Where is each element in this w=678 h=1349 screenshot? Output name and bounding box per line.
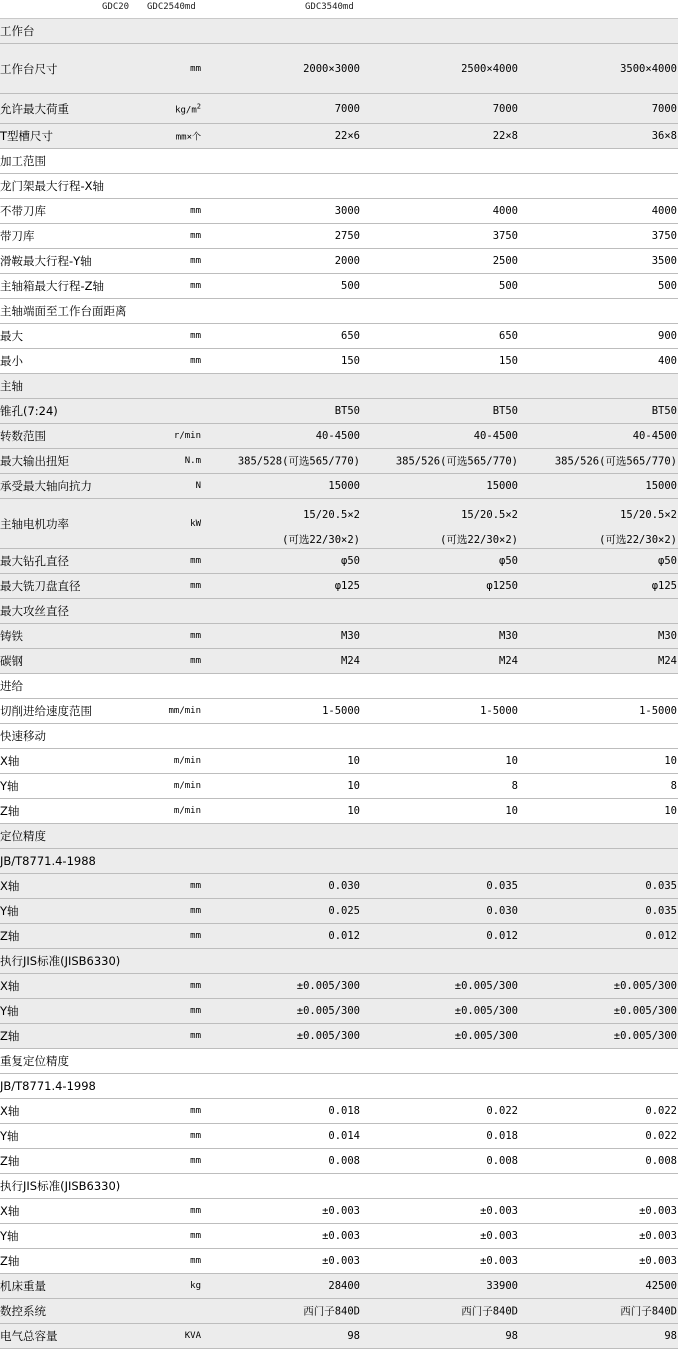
spec-value-model-3: 0.035: [645, 880, 677, 892]
spec-unit: N: [195, 481, 201, 491]
spec-value-model-1: 0.008: [328, 1155, 360, 1167]
spec-label: 最小: [0, 354, 23, 368]
spec-unit: mm: [190, 906, 201, 916]
spec-row: [0, 1249, 678, 1274]
spec-value-model-3: M24: [658, 655, 677, 667]
spec-value-model-2: 3750: [492, 230, 518, 242]
spec-label: 最大攻丝直径: [0, 604, 69, 618]
spec-label: JB/T8771.4-1998: [0, 1079, 96, 1093]
spec-value-model-3: 500: [658, 280, 677, 292]
spec-value-model-3: ±0.003: [639, 1255, 677, 1267]
spec-value-model-3: 3500×4000: [620, 62, 677, 75]
spec-value-model-2: 500: [499, 280, 518, 292]
spec-label: 快速移动: [0, 729, 46, 743]
spec-value-model-1: 2000: [334, 255, 360, 267]
spec-unit: mm: [190, 1231, 201, 1241]
spec-value-model-2: 15000: [486, 480, 518, 492]
spec-value-model-2: ±0.003: [480, 1230, 518, 1242]
spec-unit: m/min: [173, 806, 201, 816]
spec-value-model-3: 3750: [651, 230, 677, 242]
spec-value-model-3: M30: [658, 630, 677, 642]
model-header-row: [0, 0, 678, 19]
spec-row: [0, 1174, 678, 1199]
model-header-gdc2540md: GDC2540md: [147, 2, 196, 12]
spec-value-model-1: φ125: [334, 580, 360, 592]
spec-unit: N.m: [184, 456, 201, 466]
spec-row: [0, 974, 678, 999]
spec-value-model-1: 7000: [334, 102, 360, 115]
spec-value-model-3: ±0.005/300: [613, 1030, 677, 1042]
spec-label: 最大铣刀盘直径: [0, 579, 81, 593]
spec-value-model-1: ±0.003: [322, 1205, 360, 1217]
spec-label: 承受最大轴向抗力: [0, 479, 92, 493]
spec-label: 执行JIS标准(JISB6330): [0, 954, 121, 968]
spec-label: X轴: [0, 879, 20, 893]
spec-value-model-1: 500: [341, 280, 360, 292]
spec-unit: mm: [190, 63, 201, 74]
spec-value-model-2: 8: [511, 780, 518, 792]
spec-label: T型槽尺寸: [0, 129, 54, 143]
spec-row: [0, 1274, 678, 1299]
spec-value-model-2: 33900: [486, 1280, 518, 1292]
spec-label: Z轴: [0, 1029, 20, 1043]
spec-label: 最大输出扭矩: [0, 454, 69, 468]
spec-value-model-2: 2500×4000: [461, 62, 518, 75]
spec-row: [0, 624, 678, 649]
spec-row: [0, 574, 678, 599]
spec-value-model-3: 西门子840D: [620, 1305, 677, 1318]
model-header-gdc20: GDC20: [102, 2, 130, 12]
spec-value-model-3: 10: [664, 755, 677, 767]
spec-label: 铸铁: [0, 629, 23, 643]
spec-row: [0, 44, 678, 94]
spec-value-model-3: ±0.005/300: [613, 980, 677, 992]
spec-row: [0, 199, 678, 224]
spec-unit: mm: [190, 1206, 201, 1216]
spec-unit: mm: [190, 881, 201, 891]
spec-value-model-2: BT50: [492, 405, 518, 417]
spec-row: [0, 1149, 678, 1174]
spec-value-model-2: 2500: [492, 255, 518, 267]
spec-label: 最大: [0, 329, 23, 343]
spec-unit: mm: [190, 1006, 201, 1016]
spec-label: 执行JIS标准(JISB6330): [0, 1179, 121, 1193]
spec-value-model-1: 15000: [328, 480, 360, 492]
spec-value-model-3: 0.012: [645, 930, 677, 942]
spec-unit: m/min: [173, 781, 201, 791]
spec-value-model-1: ±0.005/300: [296, 1005, 360, 1017]
spec-unit: mm: [190, 331, 201, 341]
spec-unit: mm×个: [175, 132, 201, 143]
spec-label: Z轴: [0, 1254, 20, 1268]
spec-value-model-3: 10: [664, 805, 677, 817]
spec-value-model-1: M30: [341, 630, 360, 642]
spec-value-model-2: 0.022: [486, 1105, 518, 1117]
spec-row: [0, 874, 678, 899]
spec-label: X轴: [0, 979, 20, 993]
spec-value-model-1: BT50: [334, 405, 360, 417]
spec-value-model-2: ±0.003: [480, 1205, 518, 1217]
spec-row: [0, 299, 678, 324]
spec-label: Z轴: [0, 929, 20, 943]
spec-value-model-3: 15/20.5×2 (可选22/30×2): [599, 509, 677, 546]
spec-value-model-3: φ125: [651, 580, 677, 592]
spec-value-model-1: 0.030: [328, 880, 360, 892]
spec-value-model-2: 0.018: [486, 1130, 518, 1142]
spec-unit: kg: [190, 1281, 201, 1291]
spec-unit: mm: [190, 281, 201, 291]
spec-value-model-3: 36×8: [651, 130, 677, 142]
spec-row: [0, 249, 678, 274]
spec-row: [0, 424, 678, 449]
spec-value-model-2: φ50: [499, 555, 518, 567]
spec-row: [0, 999, 678, 1024]
spec-value-model-1: 3000: [334, 205, 360, 217]
spec-label: 不带刀库: [0, 204, 46, 218]
spec-row: [0, 899, 678, 924]
spec-unit: mm: [190, 981, 201, 991]
spec-row: [0, 949, 678, 974]
spec-row: [0, 1099, 678, 1124]
spec-label: 允许最大荷重: [0, 101, 69, 116]
spec-row: [0, 124, 678, 149]
spec-row: [0, 374, 678, 399]
spec-value-model-2: 40-4500: [473, 430, 518, 442]
spec-value-model-2: 10: [505, 755, 518, 767]
spec-label: 数控系统: [0, 1304, 46, 1318]
spec-label: Z轴: [0, 804, 20, 818]
spec-row: [0, 1299, 678, 1324]
spec-label: 滑鞍最大行程-Y轴: [0, 254, 92, 268]
spec-value-model-3: 900: [658, 330, 677, 342]
spec-row: [0, 399, 678, 424]
spec-value-model-2: 0.008: [486, 1155, 518, 1167]
spec-value-model-1: 15/20.5×2 (可选22/30×2): [282, 509, 360, 546]
spec-value-model-1: 0.012: [328, 930, 360, 942]
spec-value-model-3: ±0.005/300: [613, 1005, 677, 1017]
spec-value-model-3: 0.022: [645, 1105, 677, 1117]
spec-unit: mm: [190, 356, 201, 366]
spec-value-model-3: 400: [658, 355, 677, 367]
spec-label: 机床重量: [0, 1279, 46, 1293]
spec-value-model-2: 10: [505, 805, 518, 817]
spec-row: [0, 1024, 678, 1049]
spec-value-model-1: 40-4500: [315, 430, 360, 442]
spec-unit: mm: [190, 231, 201, 241]
spec-row: [0, 1224, 678, 1249]
spec-value-model-3: 8: [670, 780, 677, 792]
spec-row: [0, 324, 678, 349]
spec-row: [0, 349, 678, 374]
spec-value-model-2: 385/526(可选565/770): [395, 455, 518, 468]
spec-row: [0, 799, 678, 824]
spec-value-model-1: 28400: [328, 1280, 360, 1292]
spec-row: [0, 724, 678, 749]
spec-label: Z轴: [0, 1154, 20, 1168]
spec-label: 锥孔(7:24): [0, 404, 58, 418]
spec-value-model-2: 1-5000: [480, 705, 518, 717]
spec-label: 最大钻孔直径: [0, 554, 69, 568]
spec-value-model-1: 0.018: [328, 1105, 360, 1117]
spec-row: [0, 649, 678, 674]
spec-row: [0, 1049, 678, 1074]
spec-unit: mm/min: [168, 706, 201, 716]
spec-value-model-2: 4000: [492, 205, 518, 217]
spec-value-model-1: 0.025: [328, 905, 360, 917]
spec-label: 主轴: [0, 379, 23, 393]
spec-value-model-1: ±0.003: [322, 1255, 360, 1267]
spec-row: [0, 749, 678, 774]
spec-value-model-3: ±0.003: [639, 1205, 677, 1217]
spec-label: JB/T8771.4-1988: [0, 854, 96, 868]
spec-label: 主轴电机功率: [0, 516, 69, 531]
spec-label: 碳钢: [0, 654, 23, 668]
spec-value-model-1: M24: [341, 655, 360, 667]
spec-row: [0, 174, 678, 199]
spec-value-model-1: 西门子840D: [303, 1305, 360, 1318]
spec-row: [0, 699, 678, 724]
spec-label: X轴: [0, 1204, 20, 1218]
model-header-gdc3540md: GDC3540md: [305, 2, 354, 12]
spec-value-model-1: ±0.005/300: [296, 1030, 360, 1042]
spec-unit: mm: [190, 1156, 201, 1166]
spec-label: X轴: [0, 1104, 20, 1118]
spec-value-model-3: 3500: [651, 255, 677, 267]
spec-value-model-2: 0.030: [486, 905, 518, 917]
spec-unit: mm: [190, 1031, 201, 1041]
spec-value-model-3: 42500: [645, 1280, 677, 1292]
spec-value-model-2: 0.012: [486, 930, 518, 942]
spec-value-model-3: 98: [664, 1330, 677, 1342]
spec-rows: [0, 19, 678, 1349]
spec-label: 加工范围: [0, 154, 46, 168]
spec-unit: kW: [190, 518, 201, 529]
spec-value-model-3: 4000: [651, 205, 677, 217]
spec-value-model-1: 650: [341, 330, 360, 342]
spec-row: [0, 924, 678, 949]
spec-row: [0, 674, 678, 699]
spec-row: [0, 774, 678, 799]
spec-unit: mm: [190, 1106, 201, 1116]
spec-unit: mm: [190, 581, 201, 591]
spec-row: [0, 449, 678, 474]
spec-value-model-2: M30: [499, 630, 518, 642]
spec-label: Y轴: [0, 904, 19, 918]
spec-value-model-2: 650: [499, 330, 518, 342]
spec-value-model-1: 2000×3000: [303, 62, 360, 75]
spec-unit: mm: [190, 656, 201, 666]
spec-value-model-2: 0.035: [486, 880, 518, 892]
spec-value-model-1: 10: [347, 780, 360, 792]
spec-value-model-1: 98: [347, 1330, 360, 1342]
spec-value-model-2: 22×8: [492, 130, 518, 142]
spec-value-model-3: 1-5000: [639, 705, 677, 717]
spec-label: 龙门架最大行程-X轴: [0, 179, 105, 193]
spec-label: 重复定位精度: [0, 1054, 69, 1068]
spec-label: 带刀库: [0, 229, 35, 243]
spec-label: 工作台尺寸: [0, 61, 58, 76]
spec-row: [0, 824, 678, 849]
spec-row: [0, 599, 678, 624]
spec-value-model-3: 40-4500: [632, 430, 677, 442]
spec-value-model-3: 0.022: [645, 1130, 677, 1142]
spec-label: Y轴: [0, 1129, 19, 1143]
spec-label: 工作台: [0, 24, 35, 38]
spec-label: 主轴箱最大行程-Z轴: [0, 279, 105, 293]
spec-unit: mm: [190, 931, 201, 941]
spec-row: [0, 94, 678, 124]
spec-value-model-2: 7000: [492, 102, 518, 115]
spec-value-model-3: BT50: [651, 405, 677, 417]
spec-row: [0, 549, 678, 574]
spec-unit: mm: [190, 256, 201, 266]
spec-unit: m/min: [173, 756, 201, 766]
spec-row: [0, 1074, 678, 1099]
spec-value-model-3: ±0.003: [639, 1230, 677, 1242]
spec-value-model-1: ±0.005/300: [296, 980, 360, 992]
spec-value-model-1: 2750: [334, 230, 360, 242]
spec-value-model-1: 150: [341, 355, 360, 367]
spec-value-model-3: 15000: [645, 480, 677, 492]
spec-value-model-1: φ50: [341, 555, 360, 567]
spec-value-model-2: 西门子840D: [461, 1305, 518, 1318]
spec-row: [0, 499, 678, 549]
spec-unit: $kg/m^2$: [175, 102, 201, 115]
spec-unit: KVA: [184, 1331, 201, 1341]
spec-value-model-1: 385/528(可选565/770): [237, 455, 360, 468]
spec-row: [0, 474, 678, 499]
spec-unit: mm: [190, 206, 201, 216]
spec-value-model-2: ±0.005/300: [454, 1005, 518, 1017]
spec-unit: mm: [190, 631, 201, 641]
spec-value-model-3: 7000: [651, 102, 677, 115]
spec-label: 转数范围: [0, 429, 46, 443]
spec-row: [0, 149, 678, 174]
spec-unit: r/min: [173, 431, 201, 441]
spec-unit: mm: [190, 556, 201, 566]
spec-value-model-1: 1-5000: [322, 705, 360, 717]
spec-value-model-2: 15/20.5×2 (可选22/30×2): [440, 509, 518, 546]
spec-value-model-2: ±0.005/300: [454, 1030, 518, 1042]
spec-value-model-3: φ50: [658, 555, 677, 567]
spec-value-model-1: 10: [347, 805, 360, 817]
spec-label: X轴: [0, 754, 20, 768]
spec-label: 电气总容量: [0, 1329, 58, 1343]
spec-value-model-2: 150: [499, 355, 518, 367]
spec-value-model-1: 22×6: [334, 130, 360, 142]
spec-label: Y轴: [0, 779, 19, 793]
spec-row: [0, 224, 678, 249]
spec-value-model-2: ±0.003: [480, 1255, 518, 1267]
spec-value-model-2: M24: [499, 655, 518, 667]
spec-value-model-1: ±0.003: [322, 1230, 360, 1242]
spec-row: [0, 1124, 678, 1149]
spec-value-model-3: 0.008: [645, 1155, 677, 1167]
spec-label: Y轴: [0, 1229, 19, 1243]
spec-value-model-2: ±0.005/300: [454, 980, 518, 992]
spec-value-model-2: 98: [505, 1330, 518, 1342]
spec-value-model-3: 0.035: [645, 905, 677, 917]
spec-label: Y轴: [0, 1004, 19, 1018]
spec-label: 切削进给速度范围: [0, 704, 92, 718]
spec-row: [0, 1199, 678, 1224]
spec-row: [0, 849, 678, 874]
spec-row: [0, 274, 678, 299]
spec-row: [0, 19, 678, 44]
spec-value-model-1: 0.014: [328, 1130, 360, 1142]
spec-unit: mm: [190, 1131, 201, 1141]
spec-label: 进给: [0, 679, 23, 693]
spec-value-model-3: 385/526(可选565/770): [554, 455, 677, 468]
spec-label: 定位精度: [0, 829, 46, 843]
spec-value-model-2: φ1250: [486, 580, 518, 592]
spec-value-model-1: 10: [347, 755, 360, 767]
spec-unit: mm: [190, 1256, 201, 1266]
spec-row: [0, 1324, 678, 1349]
spec-label: 主轴端面至工作台面距离: [0, 304, 127, 318]
